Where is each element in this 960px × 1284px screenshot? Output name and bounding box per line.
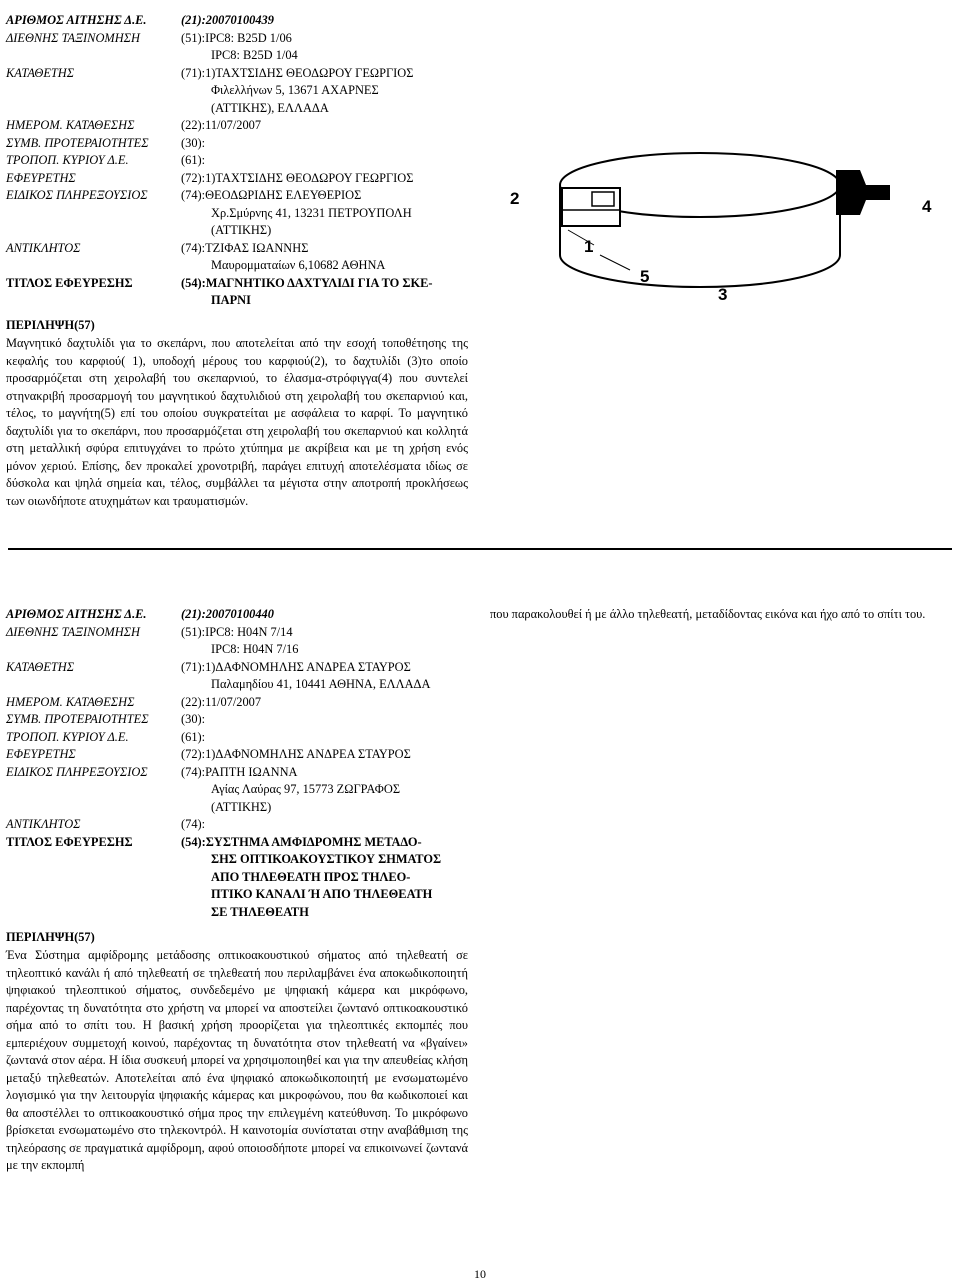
field-label: ΕΦΕΥΡΕΤΗΣ — [6, 170, 76, 185]
field-value — [181, 659, 430, 694]
field-value-line: (74):ΤΖΙΦΑΣ ΙΩΑΝΝΗΣ — [181, 240, 309, 255]
field-row — [6, 606, 476, 624]
field-label: ΑΡΙΘΜΟΣ ΑΙΤΗΣΗΣ Δ.Ε. — [6, 607, 147, 621]
figure-label-1: 1 — [584, 237, 594, 256]
field-label: ΑΝΤΙΚΛΗΤΟΣ — [6, 240, 81, 255]
field-value — [181, 834, 441, 922]
field-row — [6, 135, 476, 153]
field-value-line: Φιλελλήνων 5, 13671 ΑΧΑΡΝΕΣ — [211, 83, 379, 97]
field-row — [6, 240, 476, 275]
field-value-line: (74): — [181, 817, 206, 831]
field-row — [6, 711, 476, 729]
field-value-line: ΑΠΟ ΤΗΛΕΘΕΑΤΗ ΠΡΟΣ ΤΗΛΕΟ- — [211, 869, 411, 884]
field-row — [6, 834, 476, 922]
section-divider — [8, 548, 952, 550]
abstract-continuation: που παρακολουθεί ή με άλλο τηλεθεατή, μεταδίδοντας εικόνα και ήχο από το σπίτι του. — [490, 607, 926, 621]
field-value-line: ΠΤΙΚΟ ΚΑΝΑΛΙ Ή ΑΠΟ ΤΗΛΕΘΕΑΤΗ — [211, 887, 433, 901]
field-label: ΣΥΜΒ. ΠΡΟΤΕΡΑΙΟΤΗΤΕΣ — [6, 135, 149, 150]
figure-label-5: 5 — [640, 267, 650, 286]
field-label: ΗΜΕΡΟΜ. ΚΑΤΑΘΕΣΗΣ — [6, 118, 135, 132]
field-value-line: (72):1)ΤΑΧΤΣΙΔΗΣ ΘΕΟΔΩΡΟΥ ΓΕΩΡΓΙΟΣ — [181, 170, 414, 185]
field-row — [6, 30, 476, 65]
field-value-line: IPC8: B25D 1/04 — [211, 48, 298, 62]
abstract-text: Μαγνητικό δαχτυλίδι για το σκεπάρνι, που αποτελείται από την εσοχή τοποθέτησης της κεφαλής του καρφιού( 1), υποδοχή μέρους του καρφιού(2), το δαχτυλίδι (3)το οποίο προσαρμόζεται στη χειρολαβή του σκεπαρνιού, το έλασμα-στρόφιγγα(4) που συντελεί στηνακριβή προσαρμογή του μαγνητικού δαχτυλιδιού στη χειρολαβή του σκεπαρνιού και, τέλος, το μαγνήτη(5) επί του οποίου συγκρατείται με ασφάλεια το καρφί. Το μαγνητικό δαχτυλίδι για το σκεπάρνι, που προσαρμόζεται στη χειρολαβή του σκεπαρνιού και κολλητά στη μεταλλική σφύρα επιτυγχάνει το πρώτο χτύπημα με ακρίβεια και με τη χρήση ενός μόνον χεριού. Επίσης, δεν προκαλεί χρονοτριβή, παράγει επιτυχή αποτελέσματα ιδίως σε δύσκολα και ψηλά σημεία και, τέλος, συμβάλλει τα μέγιστα στην αποτροπή προκλήσεως των οιωνδήποτε ατυχημάτων και τραυματισμών. — [6, 336, 468, 508]
field-row — [6, 117, 476, 135]
magnet-slot — [592, 192, 614, 206]
field-value-line: (21):20070100439 — [181, 13, 274, 27]
field-value — [181, 170, 413, 188]
field-value — [181, 12, 274, 30]
field-label: ΚΑΤΑΘΕΤΗΣ — [6, 659, 75, 674]
record-2-fields — [6, 606, 476, 926]
field-row — [6, 746, 476, 764]
figure-label-3: 3 — [718, 285, 728, 304]
field-value-line: ΣΗΣ ΟΠΤΙΚΟΑΚΟΥΣΤΙΚΟΥ ΣΗΜΑΤΟΣ — [211, 852, 442, 866]
field-value-line: (22):11/07/2007 — [181, 694, 262, 709]
field-label: ΚΑΤΑΘΕΤΗΣ — [6, 65, 75, 80]
field-row — [6, 816, 476, 834]
field-value — [181, 65, 413, 118]
field-value-line: ΠΑΡΝΙ — [211, 293, 251, 307]
field-value-line: (74):ΘΕΟΔΩΡΙΔΗΣ ΕΛΕΥΘΕΡΙΟΣ — [181, 188, 362, 202]
field-label: ΤΡΟΠΟΠ. ΚΥΡΙΟΥ Δ.Ε. — [6, 729, 129, 744]
field-value — [181, 30, 298, 65]
field-label: ΕΦΕΥΡΕΤΗΣ — [6, 747, 76, 761]
field-row — [6, 624, 476, 659]
field-value — [181, 746, 411, 764]
field-value-line: (54):ΜΑΓΝΗΤΙΚΟ ΔΑΧΤΥΛΙΔΙ ΓΙΑ ΤΟ ΣΚΕ- — [181, 275, 433, 290]
patent-figure — [500, 130, 950, 330]
field-value — [181, 135, 205, 153]
field-row — [6, 152, 476, 170]
field-value-line: (71):1)ΔΑΦΝΟΜΗΛΗΣ ΑΝΔΡΕΑ ΣΤΑΥΡΟΣ — [181, 659, 411, 674]
field-value-line: (21):20070100440 — [181, 607, 274, 621]
field-value — [181, 816, 205, 834]
figure-label-2: 2 — [510, 189, 520, 208]
field-value — [181, 729, 205, 747]
field-row — [6, 659, 476, 694]
field-label: ΗΜΕΡΟΜ. ΚΑΤΑΘΕΣΗΣ — [6, 694, 135, 709]
field-value-line: (ΑΤΤΙΚΗΣ) — [211, 223, 272, 237]
field-label: ΕΙΔΙΚΟΣ ΠΛΗΡΕΞΟΥΣΙΟΣ — [6, 764, 148, 779]
field-value — [181, 624, 298, 659]
record-1 — [6, 12, 476, 508]
field-label: ΔΙΕΘΝΗΣ ΤΑΞΙΝΟΜΗΣΗ — [6, 30, 140, 45]
field-value — [181, 152, 205, 170]
field-row — [6, 729, 476, 747]
abstract-heading: ΠΕΡΙΛΗΨΗ(57) — [6, 318, 95, 332]
field-label: ΑΡΙΘΜΟΣ ΑΙΤΗΣΗΣ Δ.Ε. — [6, 13, 147, 27]
field-label: ΑΝΤΙΚΛΗΤΟΣ — [6, 817, 81, 831]
field-row — [6, 170, 476, 188]
field-value — [181, 187, 412, 240]
field-value-line: Χρ.Σμύρνης 41, 13231 ΠΕΤΡΟΥΠΟΛΗ — [211, 205, 412, 220]
field-value-line: Παλαμηδίου 41, 10441 ΑΘΗΝΑ, ΕΛΛΑΔΑ — [211, 677, 431, 691]
field-value — [181, 117, 261, 135]
label-5-leader — [600, 255, 630, 270]
record-2 — [6, 606, 476, 1172]
field-value-line: IPC8: H04N 7/16 — [211, 642, 299, 656]
field-value — [181, 240, 385, 275]
field-value — [181, 764, 400, 817]
field-value-line: Αγίας Λαύρας 97, 15773 ΖΩΓΡΑΦΟΣ — [211, 782, 401, 796]
record-1-fields — [6, 12, 476, 312]
field-value-line: (ΑΤΤΙΚΗΣ), ΕΛΛΑΔΑ — [211, 100, 329, 115]
field-label: ΤΙΤΛΟΣ ΕΦΕΥΡΕΣΗΣ — [6, 834, 133, 849]
field-value-line: (22):11/07/2007 — [181, 118, 262, 132]
field-value-line: (72):1)ΔΑΦΝΟΜΗΛΗΣ ΑΝΔΡΕΑ ΣΤΑΥΡΟΣ — [181, 747, 411, 761]
abstract-text: Ένα Σύστημα αμφίδρομης μετάδοσης οπτικοακουστικού σήματος από τηλεθεατή σε τηλεοπτικό κανάλι ή από τηλεθεατή σε τηλεθεατή που περιλαμβάνει ένα αποκωδικοποιητή ψηφιακού τηλεοπτικού σήματος, συνδεδεμένο με ψηφιακή κάμερα και μικρόφωνο, παρέχοντας τη δυνατότητα στο χρήστη να μπορεί να αποστείλει ζωντανό οπτικοακουστικό σήμα από το σπίτι του. Η βασική χρήση προορίζεται για τηλεοπτικές εκπομπές που εμπεριέχουν συμμετοχή κοινού, παρέχοντας τη δυνατότητα στον τηλεθεατή να «βγαίνει» ζωντανά στον αέρα. Η ίδια συσκευή μπορεί να χρησιμοποιηθεί και για την απευθείας κλήση μεταξύ τηλεθεατών. Αποτελείται από ένα ψηφιακό αποκωδικοποιητή με ενσωματωμένο λογισμικό για την λειτουργία ψηφιακής κάμερας και μικροφώνου, που θα κωδικοποιεί και θα αποστέλλει το οπτικοακουστικό σήμα προς την επιλεγμένη κατεύθυνση. Το μικρόφωνο βρίσκεται ενσωματωμένο στο τηλεκοντρόλ. Η καινοτομία συνίσταται στην αναβάθμιση της τηλεόρασης σε πραγματικά αμφίδρομη, αφού οποιοσδήποτε μπορεί να επικοινωνεί ζωντανά με την εκπομπή — [6, 948, 468, 1172]
field-value-line: (51):IPC8: B25D 1/06 — [181, 30, 292, 45]
field-value-line: (61): — [181, 153, 206, 167]
field-value — [181, 275, 432, 310]
field-row — [6, 275, 476, 310]
field-label: ΣΥΜΒ. ΠΡΟΤΕΡΑΙΟΤΗΤΕΣ — [6, 712, 149, 726]
field-value-line: (61): — [181, 729, 206, 744]
field-row — [6, 694, 476, 712]
field-row — [6, 65, 476, 118]
field-row — [6, 764, 476, 817]
field-value-line: Μαυρομματαίων 6,10682 ΑΘΗΝΑ — [211, 258, 386, 272]
clamp-fastener — [836, 170, 890, 215]
field-label: ΔΙΕΘΝΗΣ ΤΑΞΙΝΟΜΗΣΗ — [6, 624, 140, 639]
field-row — [6, 187, 476, 240]
field-value-line: (30): — [181, 712, 206, 726]
field-value — [181, 694, 261, 712]
field-row — [6, 12, 476, 30]
field-value-line: (ΑΤΤΙΚΗΣ) — [211, 799, 272, 814]
field-value — [181, 711, 205, 729]
field-label: ΕΙΔΙΚΟΣ ΠΛΗΡΕΞΟΥΣΙΟΣ — [6, 188, 148, 202]
field-value-line: (74):ΡΑΠΤΗ ΙΩΑΝΝΑ — [181, 764, 298, 779]
abstract-heading: ΠΕΡΙΛΗΨΗ(57) — [6, 930, 95, 944]
page-number: 10 — [474, 1267, 486, 1281]
field-value-line: (54):ΣΥΣΤΗΜΑ ΑΜΦΙΔΡΟΜΗΣ ΜΕΤΑΔΟ- — [181, 834, 422, 849]
field-value-line: ΣΕ ΤΗΛΕΘΕΑΤΗ — [211, 904, 309, 919]
field-value-line: (71):1)ΤΑΧΤΣΙΔΗΣ ΘΕΟΔΩΡΟΥ ΓΕΩΡΓΙΟΣ — [181, 65, 414, 80]
field-value-line: (30): — [181, 135, 206, 150]
field-label: ΤΡΟΠΟΠ. ΚΥΡΙΟΥ Δ.Ε. — [6, 153, 129, 167]
field-value — [181, 606, 274, 624]
figure-label-4: 4 — [922, 197, 932, 216]
field-label: ΤΙΤΛΟΣ ΕΦΕΥΡΕΣΗΣ — [6, 275, 133, 290]
field-value-line: (51):IPC8: H04N 7/14 — [181, 624, 293, 639]
